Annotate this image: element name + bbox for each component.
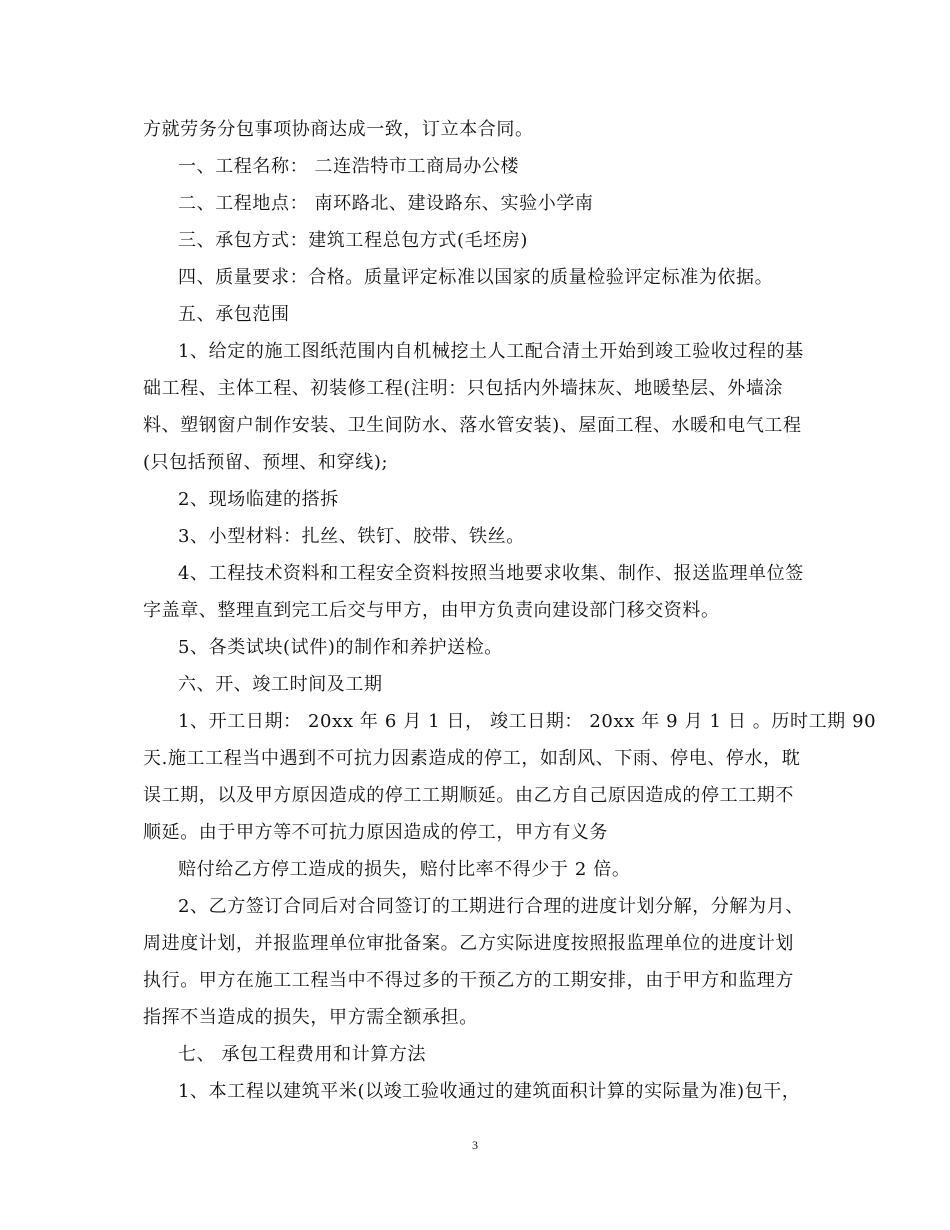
- text-line: 四、质量要求：合格。质量评定标准以国家的质量检验评定标准为依据。: [178, 267, 774, 288]
- text-line: 七、 承包工程费用和计算方法: [178, 1044, 427, 1065]
- text-line: (只包括预留、预埋、和穿线);: [143, 452, 389, 473]
- text-line: 1、给定的施工图纸范围内自机械挖土人工配合清土开始到竣工验收过程的基: [178, 341, 804, 362]
- text-line: 字盖章、整理直到完工后交与甲方，由甲方负责向建设部门移交资料。: [143, 600, 720, 621]
- text-line: 顺延。由于甲方等不可抗力原因造成的停工，甲方有义务: [143, 822, 608, 843]
- text-line: 料、塑钢窗户制作安装、卫生间防水、落水管安装)、屋面工程、水暖和电气工程: [143, 415, 802, 436]
- text-line: 执行。甲方在施工工程当中不得过多的干预乙方的工期安排，由于甲方和监理方: [143, 970, 794, 991]
- text-line: 六、开、竣工时间及工期: [178, 674, 383, 695]
- text-line: 指挥不当造成的损失，甲方需全额承担。: [143, 1007, 478, 1028]
- text-line: 3、小型材料：扎丝、铁钉、胶带、铁丝。: [178, 526, 525, 547]
- text-line: 一、工程名称： 二连浩特市工商局办公楼: [178, 156, 520, 177]
- text-line: 1、开工日期： 20xx 年 6 月 1 日， 竣工日期： 20xx 年 9 月 1 日 。历时工期 90: [178, 711, 877, 732]
- text-line: 三、承包方式：建筑工程总包方式(毛坯房): [178, 230, 529, 251]
- text-line: 4、工程技术资料和工程安全资料按照当地要求收集、制作、报送监理单位签: [178, 563, 804, 584]
- text-line: 五、承包范围: [178, 304, 290, 325]
- text-line: 2、现场临建的搭拆: [178, 489, 339, 510]
- text-line: 方就劳务分包事项协商达成一致，订立本合同。: [143, 119, 534, 140]
- text-line: 赔付给乙方停工造成的损失，赔付比率不得少于 2 倍。: [178, 859, 631, 880]
- text-line: 周进度计划，并报监理单位审批备案。乙方实际进度按照报监理单位的进度计划: [143, 933, 794, 954]
- page-number: 3: [472, 1138, 478, 1152]
- text-line: 天.施工工程当中遇到不可抗力因素造成的停工，如刮风、下雨、停电、停水，耽: [143, 748, 801, 769]
- text-line: 二、工程地点： 南环路北、建设路东、实验小学南: [178, 193, 594, 214]
- text-line: 误工期，以及甲方原因造成的停工工期顺延。由乙方自己原因造成的停工工期不: [143, 785, 794, 806]
- text-line: 1、本工程以建筑平米(以竣工验收通过的建筑面积计算的实际量为准)包干，: [178, 1081, 801, 1102]
- text-line: 础工程、主体工程、初装修工程(注明：只包括内外墙抹灰、地暖垫层、外墙涂: [143, 378, 784, 399]
- text-line: 2、乙方签订合同后对合同签订的工期进行合理的进度计划分解，分解为月、: [178, 896, 804, 917]
- text-line: 5、各类试块(试件)的制作和养护送检。: [178, 637, 503, 658]
